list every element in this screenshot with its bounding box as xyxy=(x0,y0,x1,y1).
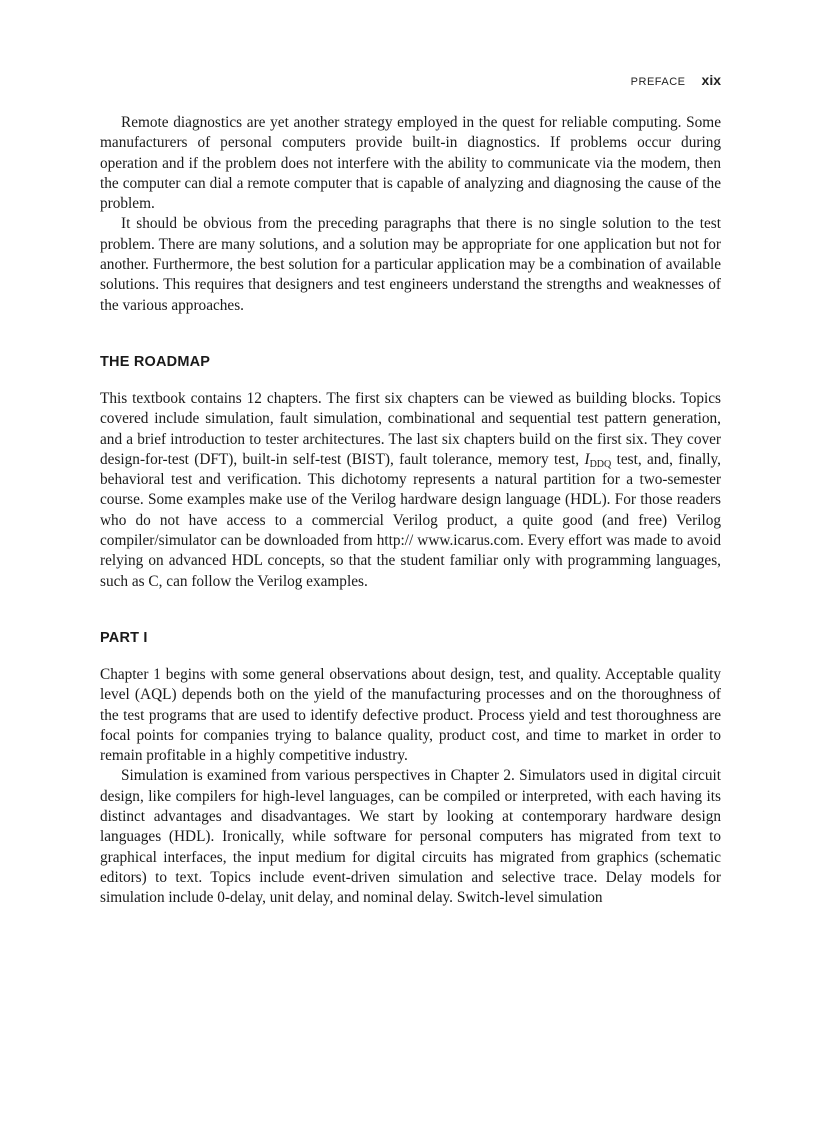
roadmap-text-part-1: This textbook contains 12 chapters. The first six chapters can be viewed as building blocks. Topics covered include simulation, fault simulation, combinational and sequential test pattern generation, and a brief introduction to tester architectures. The last six chapters build on the first six. They cover design-for-test (DFT), built-in self-test (BIST), fault tolerance, memory test, xyxy=(100,389,721,468)
roadmap-text-part-2: test, and, finally, behavioral test and verification. This dichotomy represents a natural partition for a two-semester course. Some examples make use of the Verilog hardware design language (HDL). For those readers who do not have access to a commercial Verilog product, a quite good (and free) Verilog compiler/simulator can be downloaded from http:// www.icarus.com. Every effort was made to avoid relying on advanced HDL concepts, so that the student familiar only with programming languages, such as C, can follow the Verilog examples. xyxy=(100,450,721,590)
part1-paragraph-2: Simulation is examined from various perspectives in Chapter 2. Simulators used in digital circuit design, like compilers for high-level languages, can be compiled or interpreted, with each having its distinct advantages and disadvantages. We start by looking at contemporary hardware design languages (HDL). Ironically, while software for personal computers has migrated from text to graphical interfaces, the input medium for digital circuits has migrated from graphics (schematic editors) to text. Topics include event-driven simulation and selective trace. Delay models for simulation include 0-delay, unit delay, and nominal delay. Switch-level simulation xyxy=(100,767,721,907)
section-heading-roadmap: THE ROADMAP xyxy=(100,353,211,370)
book-page xyxy=(100,72,721,909)
section-heading-part-1: PART I xyxy=(100,629,148,646)
running-head xyxy=(100,72,721,92)
intro-paragraph-2: It should be obvious from the preceding paragraphs that there is no single solution to the test problem. There are many solutions, and a solution may be appropriate for one application but not for another. Furthermore, the best solution for a particular application may be a combination of available solutions. This requires that designers and test engineers understand the strengths and weaknesses of the various approaches. xyxy=(100,215,721,314)
part1-paragraph-1: Chapter 1 begins with some general observations about design, test, and quality. Acceptable quality level (AQL) depends both on the yield of the manufacturing processes and on the thoroughness of the test programs that are used to identify defective product. Process yield and test thoroughness are focal points for companies trying to balance quality, product cost, and time to market in order to remain profitable in a highly competitive industry. xyxy=(100,665,721,765)
section-label: PREFACE xyxy=(630,76,686,88)
intro-paragraph-1: Remote diagnostics are yet another strategy employed in the quest for reliable computing. Some manufacturers of personal computers provide built-in diagnostics. If problems occur during operation and if the problem does not interfere with the ability to communicate via the modem, then the computer can dial a remote computer that is capable of analyzing and diagnosing the cause of the problem. xyxy=(100,114,721,213)
iddq-subscript: DDQ xyxy=(589,458,612,470)
iddq-symbol: I xyxy=(584,450,590,468)
page-number: xix xyxy=(701,72,721,88)
roadmap-paragraph xyxy=(100,389,721,592)
